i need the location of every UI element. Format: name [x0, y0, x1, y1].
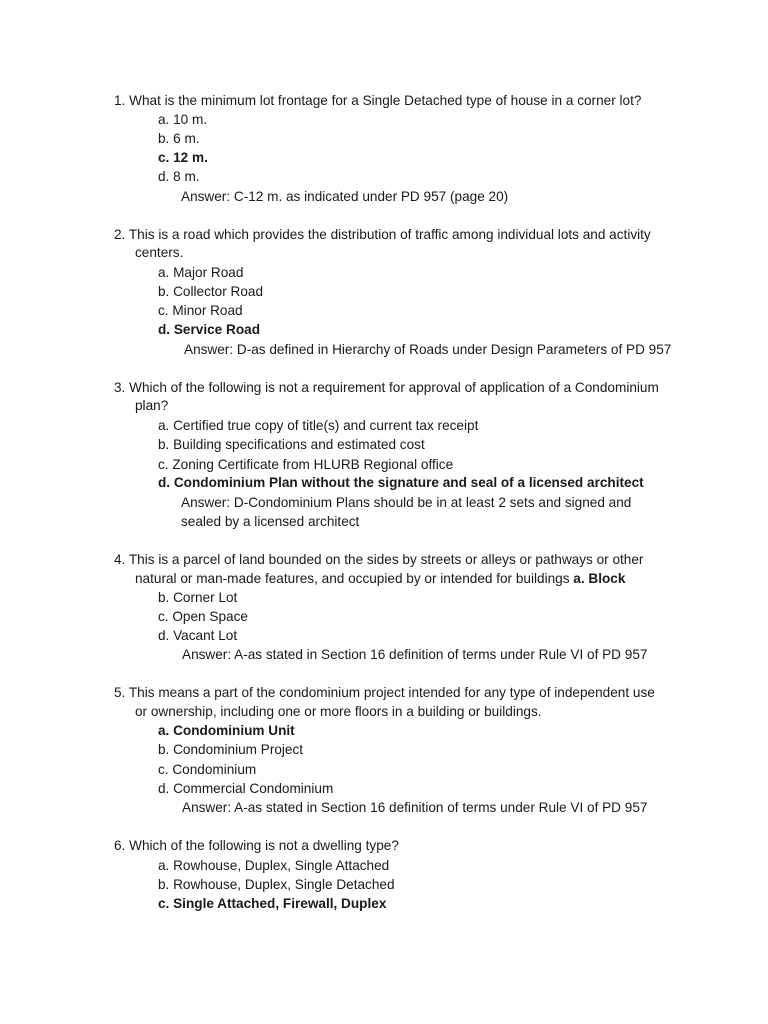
question-5-stem-line-2: or ownership, including one or more floors in a building or buildings.	[135, 704, 542, 719]
question-1-option-b: b. 6 m.	[158, 131, 200, 146]
question-4-stem-line-2-text: natural or man-made features, and occupied by or intended for buildings	[135, 571, 570, 586]
question-3-option-b: b. Building specifications and estimated cost	[158, 437, 425, 452]
question-5-answer: Answer: A-as stated in Section 16 definition of terms under Rule VI of PD 957	[182, 800, 648, 815]
question-5-option-d: d. Commercial Condominium	[158, 781, 334, 796]
question-2-answer: Answer: D-as defined in Hierarchy of Roads under Design Parameters of PD 957	[184, 342, 672, 357]
question-4-stem-line-1: 4. This is a parcel of land bounded on the sides by streets or alleys or pathways or other	[114, 552, 644, 567]
question-3-stem-line-2: plan?	[135, 398, 169, 413]
question-4-stem-line-2	[135, 571, 625, 587]
question-5-option-a-correct: a. Condominium Unit	[158, 723, 295, 738]
question-1-answer: Answer: C-12 m. as indicated under PD 957 (page 20)	[181, 189, 509, 204]
question-1-option-a: a. 10 m.	[158, 112, 208, 127]
question-6-stem: 6. Which of the following is not a dwelling type?	[114, 838, 399, 853]
question-3-answer-line-1: Answer: D-Condominium Plans should be in at least 2 sets and signed and	[181, 495, 632, 510]
question-3-stem-line-1: 3. Which of the following is not a requirement for approval of application of a Condominium	[114, 380, 659, 395]
question-3-option-d-correct: d. Condominium Plan without the signature and seal of a licensed architect	[158, 475, 644, 490]
question-2-option-b: b. Collector Road	[158, 284, 264, 299]
question-4-option-d: d. Vacant Lot	[158, 628, 238, 643]
question-5-option-b: b. Condominium Project	[158, 742, 304, 757]
question-2-stem-line-2: centers.	[135, 245, 184, 260]
question-4-option-a-correct: a. Block	[573, 571, 626, 586]
question-1-option-d: d. 8 m.	[158, 169, 200, 184]
question-4-answer: Answer: A-as stated in Section 16 definition of terms under Rule VI of PD 957	[182, 647, 648, 662]
question-1-stem: 1. What is the minimum lot frontage for a Single Detached type of house in a corner lot?	[114, 93, 642, 108]
question-1-option-c-correct: c. 12 m.	[158, 150, 208, 165]
question-2-option-a: a. Major Road	[158, 265, 244, 280]
question-6-option-b: b. Rowhouse, Duplex, Single Detached	[158, 877, 395, 892]
question-6-option-c-correct: c. Single Attached, Firewall, Duplex	[158, 896, 387, 911]
question-4-option-c: c. Open Space	[158, 609, 248, 624]
question-2-stem-line-1: 2. This is a road which provides the distribution of traffic among individual lots and activity	[114, 227, 651, 242]
question-2-option-d-correct: d. Service Road	[158, 322, 260, 337]
question-5-stem-line-1: 5. This means a part of the condominium project intended for any type of independent use	[114, 685, 655, 700]
question-6-option-a: a. Rowhouse, Duplex, Single Attached	[158, 858, 390, 873]
question-4-option-b: b. Corner Lot	[158, 590, 238, 605]
question-3-option-c: c. Zoning Certificate from HLURB Regional office	[158, 457, 454, 472]
question-3-option-a: a. Certified true copy of title(s) and current tax receipt	[158, 418, 479, 433]
question-5-option-c: c. Condominium	[158, 762, 257, 777]
question-2-option-c: c. Minor Road	[158, 303, 243, 318]
question-3-answer-line-2: sealed by a licensed architect	[181, 514, 360, 529]
